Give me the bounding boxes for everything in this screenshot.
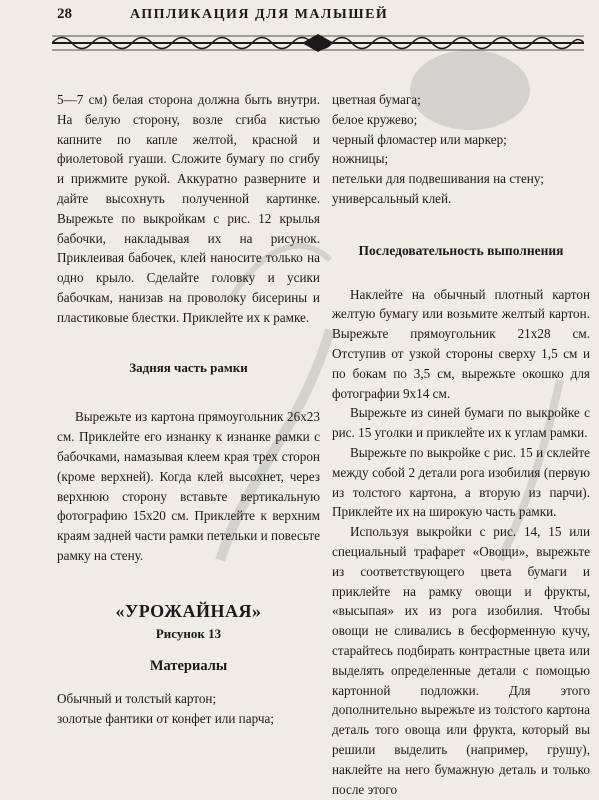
decorative-border-ornament <box>52 32 584 54</box>
materials-list-item: петельки для подвешивания на стену; <box>332 171 544 187</box>
paragraph: Используя выкройки с рис. 14, 15 или специальный трафарет «Овощи», вырежьте из соответствующего цвета бумаги и приклейте на рамку овощи и фрукты, «высыпая» их из рога изобилия. Чтобы овощи не сливались в бесформенную кучу, старайтесь подбирать контрастные цвета или выделять определенные детали с помощью картонной подложки. Для этого дополнительно вырежьте из толстого картона деталь того овоща или фрукта, который вы решили выделить (например, грушу), наклейте на него бумажную деталь и только после этого <box>332 524 590 797</box>
materials-list-item: белое кружево; <box>332 111 418 127</box>
paragraph: 5—7 см) белая сторона должна быть внутри. На белую сторону, возле сгиба кистью капните по капле желтой, красной и фиолетовой гуаши. Сложите бумагу по сгибу и прижмите рукой. Аккуратно разверните и дайте высохнуть полученной картинке. Вырежьте по выкройкам с рис. 12 крылья бабочки, накладывая их на рисунок. Приклеивая бабочек, клей наносите только на одно крыло. Сделайте головку и усики бабочкам, нанизав на проволоку бисерины и пластиковые блестки. Приклейте их к рамке. <box>57 92 320 325</box>
paragraph: Вырежьте из синей бумаги по выкройке с рис. 15 уголки и приклейте их к углам рамки. <box>332 405 590 441</box>
materials-list-item: цветная бумага; <box>332 92 421 107</box>
section-heading-back-part: Задняя часть рамки <box>129 359 248 375</box>
materials-list-item: черный фломастер или маркер; <box>332 131 507 147</box>
page-number: 28 <box>57 6 72 22</box>
materials-heading: Материалы <box>149 658 228 675</box>
paragraph: Наклейте на обычный плотный картон желтую бумагу или возьмите желтый картон. Вырежьте прямоугольник 21x28 см. Отступив от узкой стороны сверху 1,5 см и по бокам по 3,5 см, вырежьте окошко для фотографии 9x14 см. <box>332 286 590 401</box>
left-column <box>57 90 320 729</box>
materials-line: Обычный и толстый картон; <box>57 691 217 707</box>
running-title: АППЛИКАЦИЯ ДЛЯ МАЛЫШЕЙ <box>130 7 389 22</box>
materials-list-item: универсальный клей. <box>332 190 452 206</box>
figure-reference: Рисунок 13 <box>155 625 222 641</box>
right-column <box>332 90 590 799</box>
sequence-heading: Последовательность выполнения <box>358 242 564 258</box>
materials-list-item: ножницы; <box>332 151 389 167</box>
paragraph: Вырежьте из картона прямоугольник 26x23 см. Приклейте его изнанку к изнанке рамки с бабочками, намазывая клеем края трех сторон (кроме верхней). Когда клей высохнет, через верхнюю сторону вставьте вертикальную фотографию 15x20 см. Приклейте к верхним краям задней части рамки петельки и повесьте рамку на стену. <box>57 409 320 563</box>
materials-line: золотые фантики от конфет или парча; <box>57 710 275 726</box>
project-title: «УРОЖАЙНАЯ» <box>115 600 262 621</box>
paragraph: Вырежьте по выкройке с рис. 15 и склейте между собой 2 детали рога изобилия (первую из толстого картона, а вторую из парчи). Приклейте их на широкую часть рамки. <box>332 444 590 520</box>
